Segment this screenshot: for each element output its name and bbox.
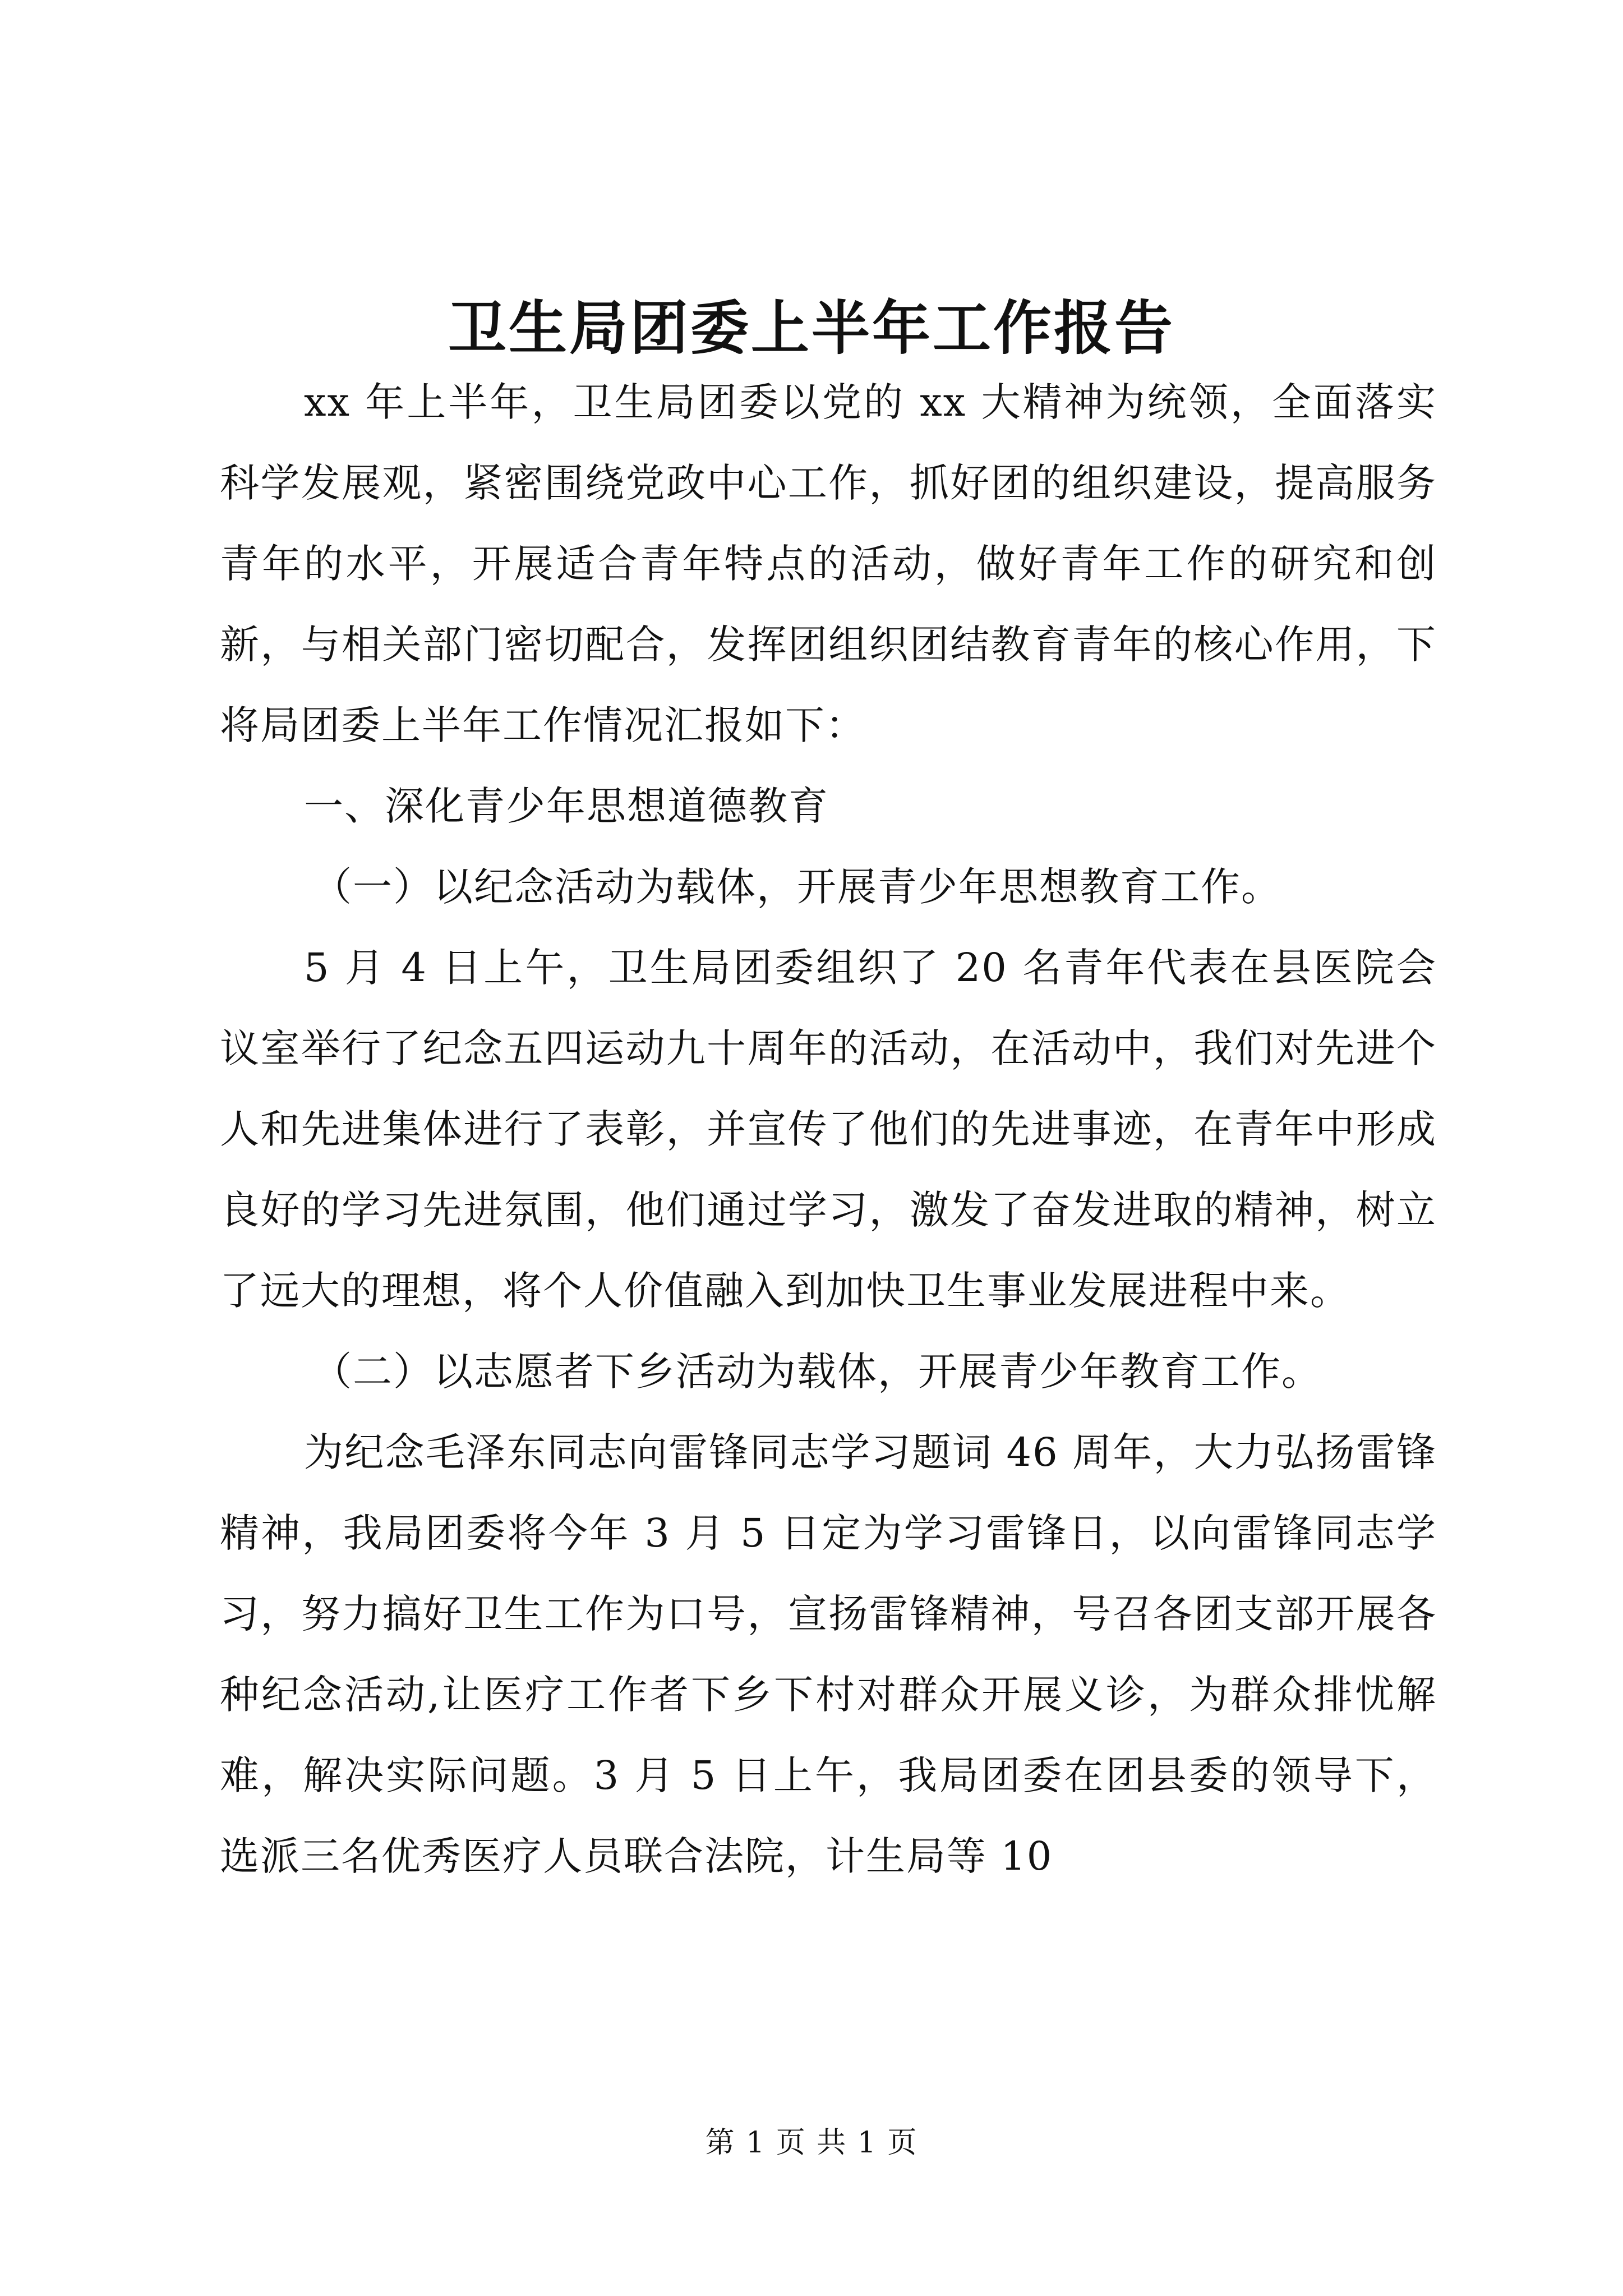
subsection-heading-2: （二）以志愿者下乡活动为载体，开展青少年教育工作。 — [312, 1349, 1322, 1395]
section-heading-1: 一、深化青少年思想道德教育 — [304, 783, 829, 829]
document-body — [220, 362, 1437, 1897]
body-paragraph-2: 为纪念毛泽东同志向雷锋同志学习题词 46 周年，大力弘扬雷锋精神，我局团委将今年 3 月 5 日定为学习雷锋日，以向雷锋同志学习，努力搞好卫生工作为口号，宣扬雷锋精神，号召各团支部开展各种纪念活动,让医疗工作者下乡下村对群众开展义诊，为群众排忧解难，解决实际问题。3 月 5 日上午，我局团委在团县委的领导下，选派三名优秀医疗人员联合法院，计生局等 10 — [220, 1429, 1437, 1879]
subsection-heading-1: （一）以纪念活动为载体，开展青少年思想教育工作。 — [312, 864, 1281, 910]
body-paragraph-1: 5 月 4 日上午，卫生局团委组织了 20 名青年代表在县医院会议室举行了纪念五四运动九十周年的活动，在活动中，我们对先进个人和先进集体进行了表彰，并宣传了他们的先进事迹，在青年中形成良好的学习先进氛围，他们通过学习，激发了奋发进取的精神，树立了远大的理想，将个人价值融入到加快卫生事业发展进程中来。 — [220, 945, 1437, 1314]
intro-paragraph: xx 年上半年，卫生局团委以党的 xx 大精神为统领，全面落实科学发展观，紧密围绕党政中心工作，抓好团的组织建设，提高服务青年的水平，开展适合青年特点的活动，做好青年工作的研究和创新，与相关部门密切配合，发挥团组织团结教育青年的核心作用，下将局团委上半年工作情况汇报如下： — [220, 379, 1437, 748]
document-title: 卫生局团委上半年工作报告 — [448, 293, 1175, 362]
page-footer: 第 1 页 共 1 页 — [705, 2126, 918, 2160]
